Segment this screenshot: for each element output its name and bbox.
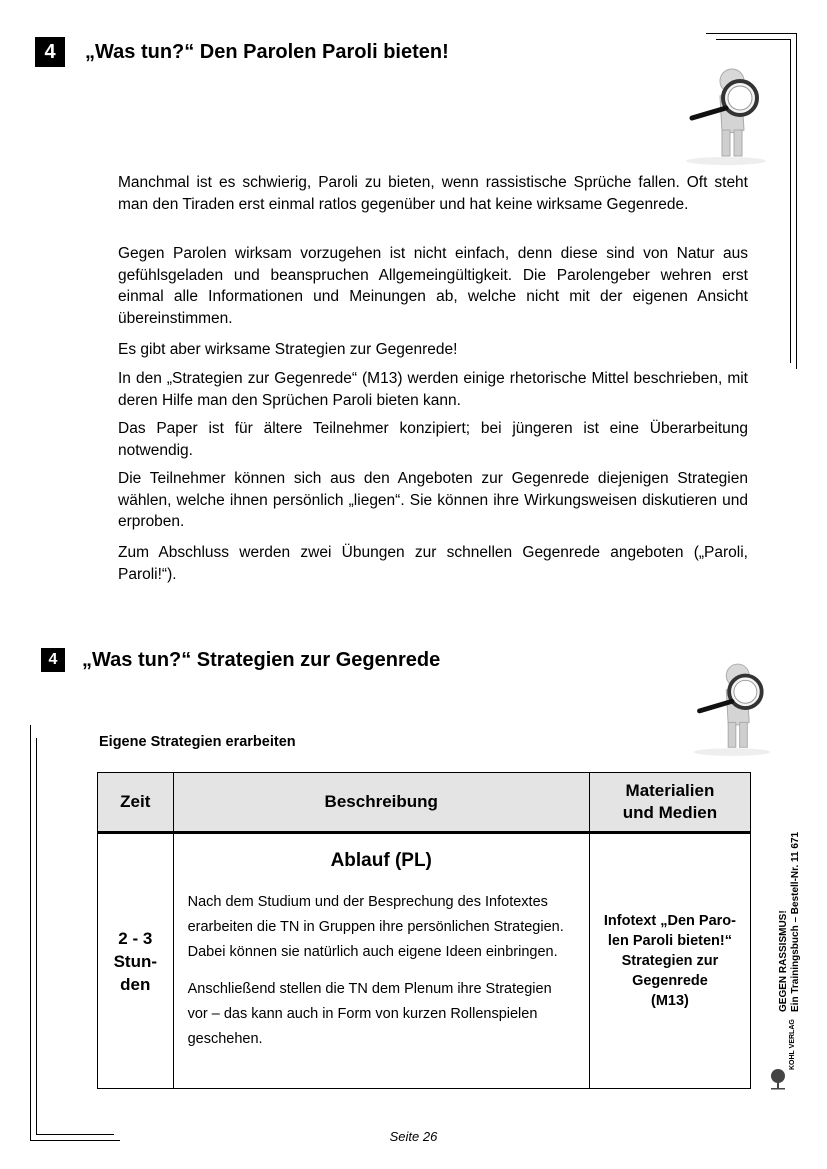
paper-paragraph: Das Paper ist für ältere Teilnehmer konzipiert; bei jüngeren ist eine Überarbeitung notwendig. [118, 420, 748, 459]
header-beschreibung: Beschreibung [173, 773, 589, 833]
intro-paragraph: Manchmal ist es schwierig, Paroli zu bieten, wenn rassistische Sprüche fallen. Oft steht man den Tiraden erst einmal ratlos gegenüber und hat keine wirksame Gegenrede. [118, 174, 748, 213]
description-paragraph: Anschließend stellen die TN dem Plenum ihre Strategien vor – das kann auch in Form von kurzen Rollenspielen geschehen. [187, 981, 552, 1047]
material-line: Infotext „Den Paro- [603, 913, 736, 929]
frame-left-vertical [30, 725, 31, 1140]
material-line: Gegenrede [632, 973, 708, 989]
header-zeit: Zeit [98, 773, 174, 833]
frame-top-right-inner [716, 39, 790, 40]
sidebar-publisher: KOHL VERLAG [789, 1019, 796, 1070]
material-line: (M13) [651, 993, 689, 1009]
magnifier-figure-icon-2 [688, 660, 776, 758]
material-line: Strategien zur [621, 953, 719, 969]
section-number-badge-2: 4 [41, 648, 65, 672]
zeit-line: den [120, 974, 151, 994]
magnifier-figure-icon [680, 66, 772, 166]
publisher-tree-logo-icon [768, 1068, 788, 1090]
zeit-line: 2 - 3 [118, 928, 153, 948]
zeit-cell [98, 833, 174, 1089]
frame-top-right [706, 33, 796, 34]
header-materialien-line2: und Medien [622, 803, 718, 822]
subtitle: Eigene Strategien erarbeiten [99, 734, 296, 750]
strategien-paragraph: Es gibt aber wirksame Strategien zur Gegenrede! [118, 341, 458, 358]
frame-right-vertical-inner [790, 39, 791, 363]
zeit-line: Stun- [113, 951, 158, 971]
parolen-paragraph: Gegen Parolen wirksam vorzugehen ist nicht einfach, denn diese sind von Natur aus gefühlsgeladen und beanspruchen Allgemeingültigkeit. Die Parolengeber wehren erst einmal alle Informationen und Meinungen ab, welche nicht mit der eigenen Ansicht übereinstimmen. [118, 245, 748, 327]
header-materialien-line1: Materialien [625, 781, 715, 800]
table-header-row [98, 773, 751, 833]
material-cell [589, 833, 750, 1089]
section-number-badge: 4 [35, 37, 65, 67]
description-paragraph: Nach dem Studium und der Besprechung des Infotextes erarbeiten die TN in Gruppen ihre persönlichen Strategien. Dabei können sie natürlich auch eigene Ideen einbringen. [187, 894, 564, 960]
page-number: Seite 26 [389, 1129, 438, 1144]
frame-right-vertical [796, 33, 797, 369]
lesson-plan-table [97, 772, 751, 1089]
ablauf-heading: Ablauf (PL) [330, 850, 432, 871]
description-cell [173, 833, 589, 1089]
abschluss-paragraph: Zum Abschluss werden zwei Übungen zur schnellen Gegenrede angeboten („Paroli, Paroli!“). [118, 544, 748, 583]
table-row [98, 833, 751, 1089]
teilnehmer-paragraph: Die Teilnehmer können sich aus den Angeboten zur Gegenrede diejenigen Strategien wählen, welche ihnen persönlich „liegen“. Sie können ihre Wirkungsweisen diskutieren und erproben. [118, 470, 748, 530]
section-title-2: „Was tun?“ Strategien zur Gegenrede [82, 649, 441, 671]
frame-left-vertical-inner [36, 738, 37, 1134]
m13-paragraph: In den „Strategien zur Gegenrede“ (M13) werden einige rhetorische Mittel beschrieben, mit deren Hilfe man den Sprüchen Paroli bieten kann. [118, 370, 748, 409]
sidebar-order-number: Ein Trainingsbuch – Bestell-Nr. 11 671 [790, 831, 801, 1012]
section-title: „Was tun?“ Den Parolen Paroli bieten! [85, 41, 449, 63]
sidebar-book-title: GEGEN RASSISMUS! [778, 910, 789, 1012]
header-materialien [589, 773, 750, 833]
material-line: len Paroli bieten!“ [607, 933, 732, 949]
